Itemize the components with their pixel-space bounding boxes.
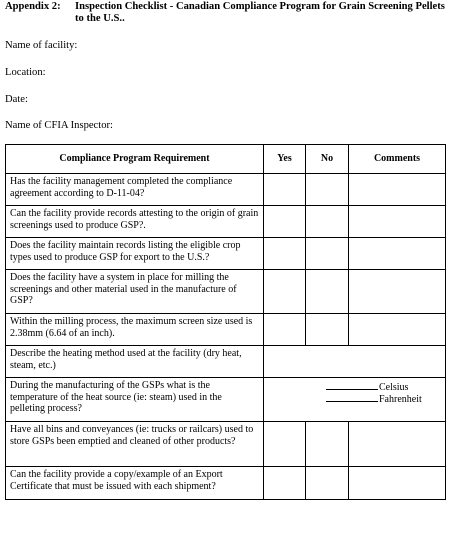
column-header-no: No [306, 145, 349, 174]
comments-cell[interactable] [349, 206, 446, 238]
celsius-blank[interactable] [326, 380, 378, 390]
no-cell[interactable] [306, 467, 349, 500]
yes-cell[interactable] [264, 467, 306, 500]
no-cell[interactable] [306, 314, 349, 346]
fahrenheit-label: Fahrenheit [379, 394, 422, 405]
requirement-cell: Does the facility maintain records listing the eligible crop types used to produce GSP for export to the U.S.? [6, 238, 264, 270]
comments-cell[interactable] [349, 174, 446, 206]
date-label: Date: [5, 94, 28, 105]
column-header-requirement: Compliance Program Requirement [6, 145, 264, 174]
compliance-checklist-table [5, 144, 446, 500]
requirement-cell: Does the facility have a system in place for milling the screenings and other material used in the manufacture of GSP? [6, 270, 264, 314]
table-row [6, 422, 446, 467]
appendix-title: Inspection Checklist - Canadian Compliance Program for Grain Screening Pellets to the U.S.. [75, 1, 445, 24]
table-row [6, 238, 446, 270]
table-row [6, 270, 446, 314]
requirement-cell: Within the milling process, the maximum screen size used is 2.38mm (6.64 of an inch). [6, 314, 264, 346]
table-row [6, 174, 446, 206]
facility-name-label: Name of facility: [5, 40, 78, 51]
comments-cell[interactable] [349, 270, 446, 314]
table-row [6, 378, 446, 422]
yes-cell[interactable] [264, 238, 306, 270]
temperature-answer-cell [264, 378, 446, 422]
requirement-cell: Have all bins and conveyances (ie: trucks or railcars) used to store GSPs been emptied and cleaned of other products? [6, 422, 264, 467]
table-row [6, 206, 446, 238]
comments-cell[interactable] [349, 422, 446, 467]
fahrenheit-line [326, 392, 441, 404]
requirement-cell: Describe the heating method used at the facility (dry heat, steam, etc.) [6, 346, 264, 378]
no-cell[interactable] [306, 270, 349, 314]
comments-cell[interactable] [349, 314, 446, 346]
table-row [6, 314, 446, 346]
requirement-cell: During the manufacturing of the GSPs what is the temperature of the heat source (ie: steam) used in the pelleting process? [6, 378, 264, 422]
inspector-name-label: Name of CFIA Inspector: [5, 120, 113, 131]
requirement-cell: Can the facility provide a copy/example of an Export Certificate that must be issued with each shipment? [6, 467, 264, 500]
location-label: Location: [5, 67, 46, 78]
yes-cell[interactable] [264, 174, 306, 206]
heating-method-answer-cell[interactable] [264, 346, 446, 378]
column-header-comments: Comments [349, 145, 446, 174]
appendix-label: Appendix 2: [5, 1, 61, 12]
table-row [6, 467, 446, 500]
table-row [6, 346, 446, 378]
yes-cell[interactable] [264, 270, 306, 314]
no-cell[interactable] [306, 174, 349, 206]
fahrenheit-blank[interactable] [326, 392, 378, 402]
column-header-yes: Yes [264, 145, 306, 174]
no-cell[interactable] [306, 206, 349, 238]
comments-cell[interactable] [349, 467, 446, 500]
celsius-label: Celsius [379, 382, 409, 393]
celsius-line [326, 380, 441, 392]
yes-cell[interactable] [264, 422, 306, 467]
requirement-cell: Has the facility management completed the compliance agreement according to D-11-04? [6, 174, 264, 206]
no-cell[interactable] [306, 422, 349, 467]
table-header-row [6, 145, 446, 174]
no-cell[interactable] [306, 238, 349, 270]
requirement-cell: Can the facility provide records attesting to the origin of grain screenings used to produce GSP?. [6, 206, 264, 238]
yes-cell[interactable] [264, 314, 306, 346]
comments-cell[interactable] [349, 238, 446, 270]
temperature-fields [326, 380, 441, 404]
yes-cell[interactable] [264, 206, 306, 238]
